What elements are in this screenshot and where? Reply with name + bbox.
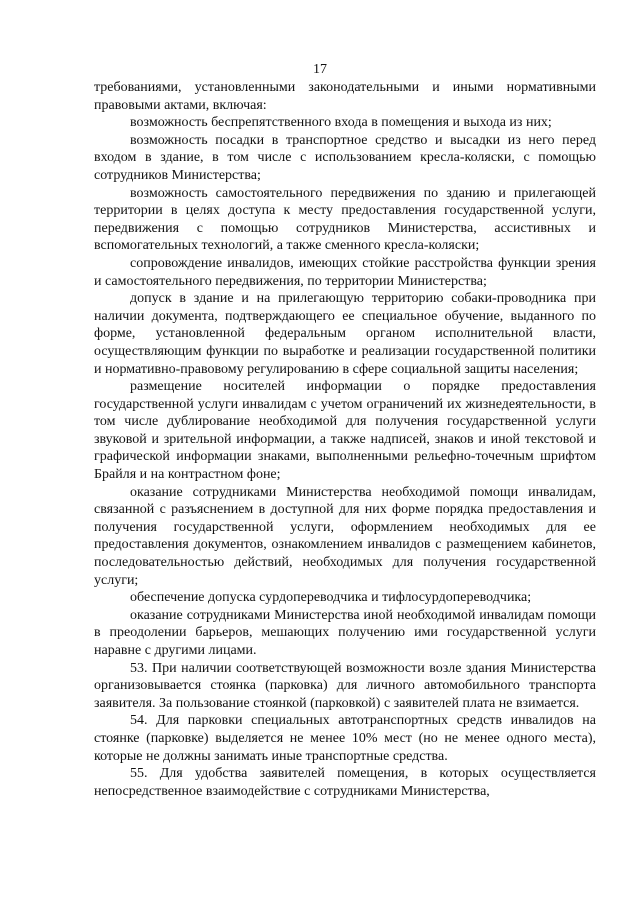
paragraph-guide-dog: допуск в здание и на прилегающую территорию собаки-проводника при наличии документа, подтверждающего ее специальное обучение, выданного по форме, установленной федеральным органом исполнительной власти, осуществляющим функции по выработке и реализации государственной политики и нормативно-правовому регулированию в сфере социальной защиты населения; [94,291,596,377]
paragraph-staff-assistance: оказание сотрудниками Министерства необходимой помощи инвалидам, связанной с разъяснением в доступной для них форме порядка предоставления и получения государственной услуги, оформлением необходимых для ее предоставления документов, ознакомлением инвалидов с размещением кабинетов, последовательностью действий, необходимых для получения государственной услуги; [94,484,596,588]
paragraph-continuation: требованиями, установленными законодательными и иными нормативными правовыми актами, включая: [94,80,596,113]
paragraph-item-53: 53. При наличии соответствующей возможности возле здания Министерства организовывается стоянка (парковка) для личного автомобильного транспорта заявителя. За пользование стоянкой (парковкой) с заявителей плата не взимается. [94,660,596,711]
paragraph-independent-movement: возможность самостоятельного передвижения по зданию и прилегающей территории в целях доступа к месту предоставления государственной услуги, передвижения с помощью сотрудников Министерства, ассистивных и вспомогательных технологий, а также сменного кресла-коляски; [94,185,596,254]
paragraph-sign-interpreter: обеспечение допуска сурдопереводчика и тифлосурдопереводчика; [130,590,532,606]
document-body [94,79,596,800]
paragraph-information-placement: размещение носителей информации о порядке предоставления государственной услуги инвалидам с учетом ограничений их жизнедеятельности, в том числе дублирование необходимой для получения государственной услуги звуковой и зрительной информации, а также надписей, знаков и иной текстовой и графической информации знаками, выполненными рельефно-точечным шрифтом Брайля и на контрастном фоне; [94,379,596,483]
paragraph-vehicle-boarding: возможность посадки в транспортное средство и высадки из него перед входом в здание, в том числе с использованием кресла-коляски, с помощью сотрудников Министерства; [94,132,596,183]
paragraph-item-55: 55. Для удобства заявителей помещения, в которых осуществляется непосредственное взаимодействие с сотрудниками Министерства, [94,766,596,799]
page-number: 17 [313,62,327,77]
paragraph-other-assistance: оказание сотрудниками Министерства иной необходимой инвалидам помощи в преодолении барьеров, мешающих получению ими государственной услуги наравне с другими лицами. [94,607,596,658]
paragraph-entrance-access: возможность беспрепятственного входа в помещения и выхода из них; [130,115,552,131]
paragraph-escort: сопровождение инвалидов, имеющих стойкие расстройства функции зрения и самостоятельного передвижения, по территории Министерства; [94,255,596,289]
paragraph-item-54: 54. Для парковки специальных автотранспортных средств инвалидов на стоянке (парковке) выделяется не менее 10% мест (но не менее одного места), которые не должны занимать иные транспортные средства. [94,713,596,764]
